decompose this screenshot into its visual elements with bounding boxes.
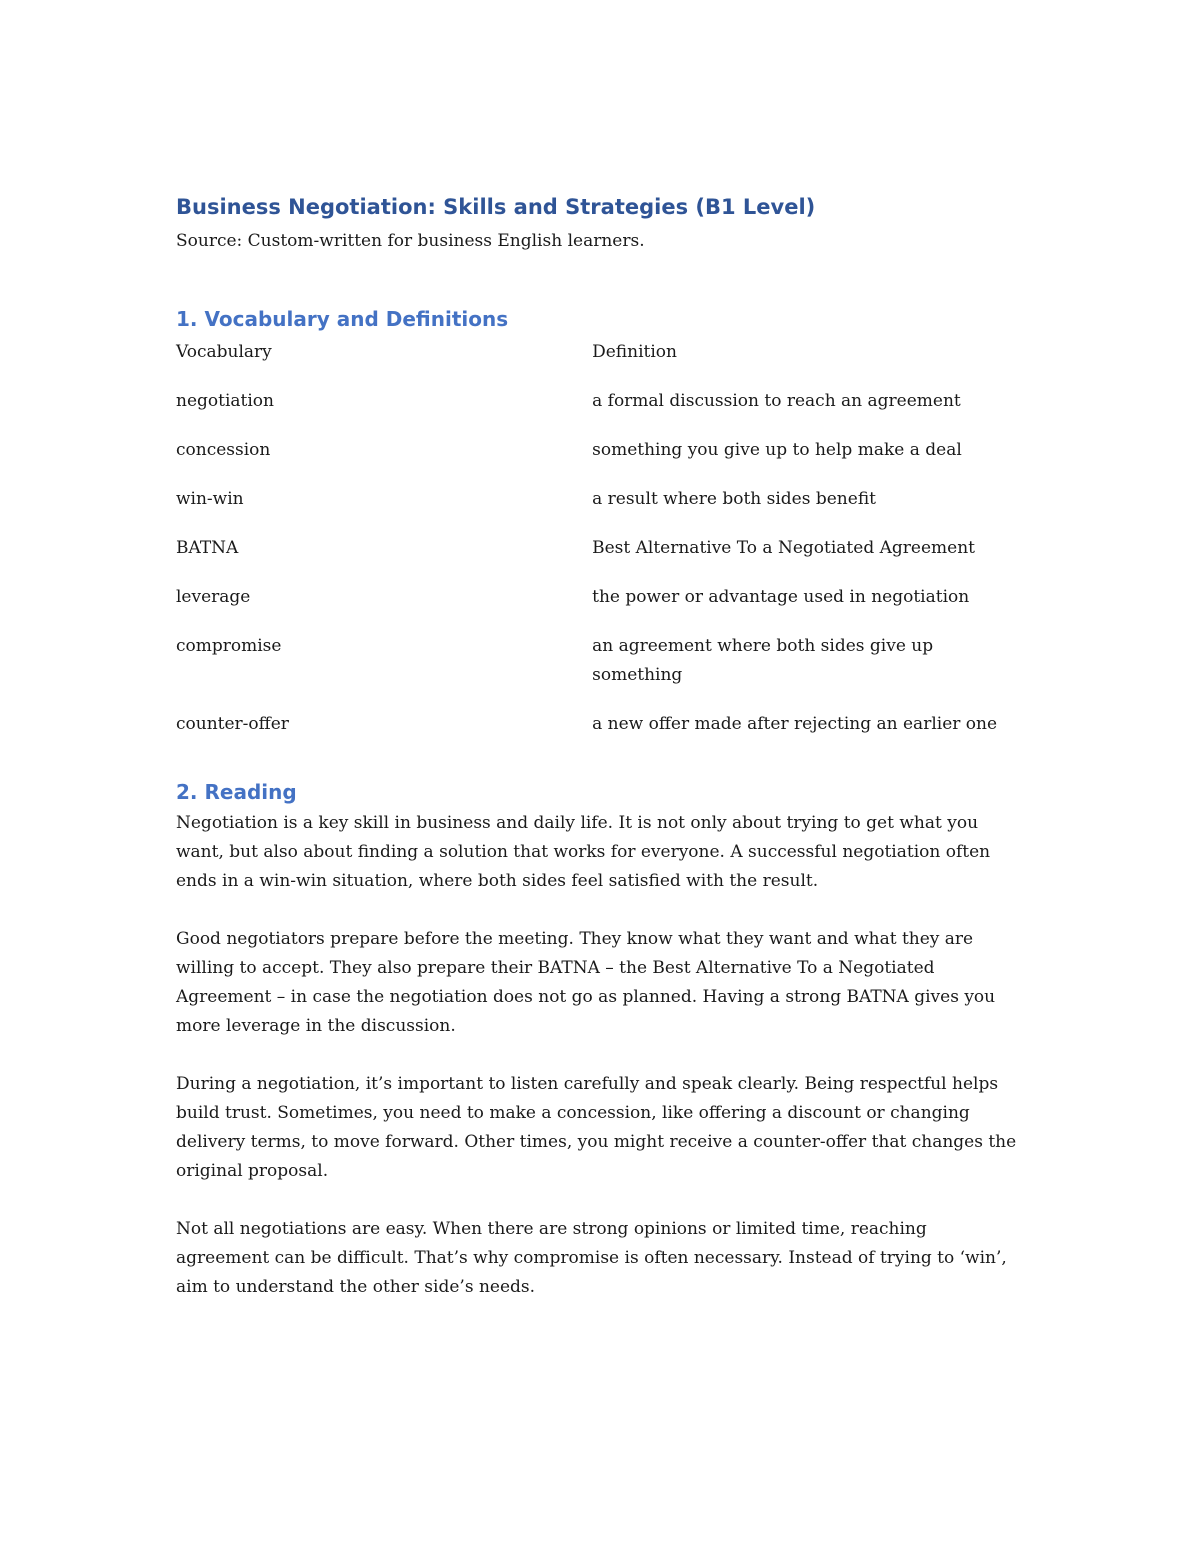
- vocabulary-table: [176, 338, 1026, 739]
- table-row: [176, 436, 1026, 485]
- term-cell: win-win: [176, 489, 244, 509]
- term-cell: counter-offer: [176, 714, 289, 734]
- vocabulary-heading: 1. Vocabulary and Definitions: [176, 307, 509, 331]
- table-row: [176, 534, 1026, 583]
- document-title: Business Negotiation: Skills and Strategies (B1 Level): [176, 195, 816, 219]
- table-row: [176, 583, 1026, 632]
- vocabulary-header-row: [176, 338, 1026, 387]
- table-row: [176, 632, 1026, 710]
- definition-cell: a formal discussion to reach an agreement: [592, 391, 961, 411]
- table-row: [176, 485, 1026, 534]
- definition-cell: the power or advantage used in negotiation: [592, 587, 970, 607]
- term-cell: BATNA: [176, 538, 239, 558]
- definition-cell: a result where both sides benefit: [592, 489, 876, 509]
- vocabulary-column-header: Vocabulary: [176, 342, 272, 362]
- term-cell: concession: [176, 440, 271, 460]
- source-line: Source: Custom-written for business English learners.: [176, 231, 645, 251]
- reading-paragraph: Not all negotiations are easy. When there are strong opinions or limited time, reaching agreement can be difficult. That’s why compromise is often necessary. Instead of trying to ‘win’, aim to understand the other side’s needs.: [176, 1219, 1007, 1297]
- reading-paragraph: Good negotiators prepare before the meeting. They know what they want and what they are willing to accept. They also prepare their BATNA – the Best Alternative To a Negotiated Agreement – in case the negotiation does not go as planned. Having a strong BATNA gives you more leverage in the discussion.: [176, 929, 996, 1036]
- definition-cell: a new offer made after rejecting an earlier one: [592, 714, 998, 734]
- reading-heading: 2. Reading: [176, 780, 297, 804]
- term-cell: negotiation: [176, 391, 274, 411]
- term-cell: leverage: [176, 587, 251, 607]
- definition-cell: an agreement where both sides give up something: [592, 636, 934, 685]
- document-page: [176, 190, 1026, 1331]
- table-row: [176, 710, 1026, 739]
- reading-paragraph: During a negotiation, it’s important to listen carefully and speak clearly. Being respectful helps build trust. Sometimes, you need to make a concession, like offering a discount or changing delivery terms, to move forward. Other times, you might receive a counter-offer that changes the original proposal.: [176, 1074, 1017, 1181]
- definition-column-header: Definition: [592, 342, 677, 362]
- table-row: [176, 387, 1026, 436]
- reading-paragraph: Negotiation is a key skill in business and daily life. It is not only about trying to get what you want, but also about finding a solution that works for everyone. A successful negotiation often ends in a win-win situation, where both sides feel satisfied with the result.: [176, 813, 991, 891]
- definition-cell: Best Alternative To a Negotiated Agreement: [592, 538, 975, 558]
- term-cell: compromise: [176, 636, 282, 656]
- definition-cell: something you give up to help make a deal: [592, 440, 962, 460]
